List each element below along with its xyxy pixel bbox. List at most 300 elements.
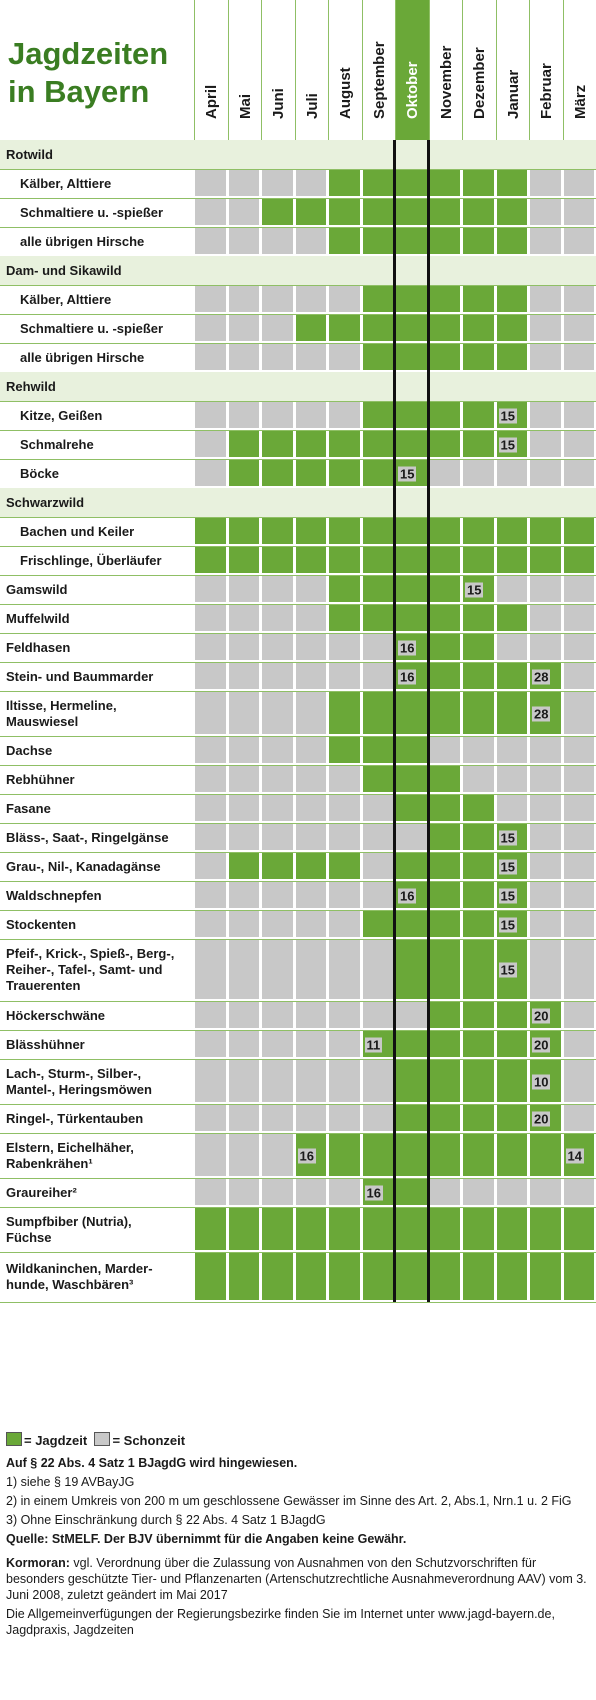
row-label: Muffelwild (6, 610, 70, 626)
schonzeit-cell (195, 315, 226, 341)
jagdzeit-cell (564, 1208, 595, 1250)
month-header-7 (429, 0, 463, 140)
schonzeit-cell (296, 1179, 327, 1205)
jagdzeit-cell (497, 692, 528, 734)
schonzeit-cell (530, 911, 561, 937)
date-mark: 16 (400, 669, 415, 684)
schonzeit-cell (497, 634, 528, 660)
table-row (0, 430, 596, 459)
jagdzeit-cell (262, 518, 293, 544)
schonzeit-cell (262, 576, 293, 602)
schonzeit-cell (564, 663, 595, 689)
schonzeit-cell (296, 766, 327, 792)
jagdzeit-cell (463, 824, 494, 850)
jagdzeit-cell (396, 170, 427, 196)
table-row (0, 1133, 596, 1178)
note-2: 2) in einem Umkreis von 200 m um geschlossene Gewässer im Sinne des Art. 2, Abs.1, Nrn.1 u. 2 FiG (6, 1494, 572, 1508)
schonzeit-cell (329, 824, 360, 850)
schonzeit-swatch (94, 1432, 110, 1446)
jagdzeit-cell (363, 1253, 394, 1300)
schonzeit-cell (262, 692, 293, 734)
jagdzeit-cell (497, 1253, 528, 1300)
schonzeit-cell (296, 940, 327, 999)
jagdzeit-cell (463, 882, 494, 908)
month-header-1 (228, 0, 262, 140)
jagdzeit-cell (463, 170, 494, 196)
jagdzeit-cell (396, 315, 427, 341)
schonzeit-cell (329, 402, 360, 428)
schonzeit-cell (564, 882, 595, 908)
schonzeit-cell (329, 634, 360, 660)
schonzeit-cell (229, 315, 260, 341)
jagdzeit-cell (296, 853, 327, 879)
date-mark: 15 (500, 917, 515, 932)
jagdzeit-cell (463, 1253, 494, 1300)
table-row (0, 852, 596, 881)
jagdzeit-cell (262, 1253, 293, 1300)
schonzeit-cell (195, 882, 226, 908)
jagdzeit-cell (430, 402, 461, 428)
schonzeit-cell (195, 634, 226, 660)
row-label: Höckerschwäne (6, 1007, 105, 1023)
schonzeit-cell (195, 1105, 226, 1131)
jagdzeit-cell (396, 1134, 427, 1176)
jagdzeit-cell (463, 431, 494, 457)
schonzeit-cell (296, 228, 327, 254)
jagdzeit-cell (463, 911, 494, 937)
jagdzeit-cell (430, 1031, 461, 1057)
jagdzeit-cell (463, 1002, 494, 1028)
jagdzeit-cell (229, 460, 260, 486)
jagdzeit-cell (396, 199, 427, 225)
schonzeit-cell (564, 170, 595, 196)
jagdzeit-cell (430, 576, 461, 602)
jagdzeit-cell (497, 605, 528, 631)
month-label: Februar (538, 63, 556, 119)
jagdzeit-cell (430, 286, 461, 312)
jagdzeit-cell (363, 692, 394, 734)
table-row (0, 1207, 596, 1252)
note-hint: Auf § 22 Abs. 4 Satz 1 BJagdG wird hingewiesen. (6, 1456, 298, 1470)
jagdzeit-cell (329, 518, 360, 544)
schonzeit-cell (195, 692, 226, 734)
jagdzeit-cell (430, 431, 461, 457)
jagdzeit-cell (329, 576, 360, 602)
footnotes (6, 1455, 590, 1641)
jagdzeit-cell (296, 1208, 327, 1250)
schonzeit-cell (497, 1179, 528, 1205)
schonzeit-cell (296, 402, 327, 428)
schonzeit-cell (329, 1002, 360, 1028)
schonzeit-cell (229, 824, 260, 850)
jagdzeit-cell (430, 1208, 461, 1250)
schonzeit-cell (329, 795, 360, 821)
jagdzeit-cell (497, 1105, 528, 1131)
jagdzeit-cell (329, 199, 360, 225)
schonzeit-cell (530, 402, 561, 428)
schonzeit-cell (195, 199, 226, 225)
table-row (0, 343, 596, 372)
date-mark: 15 (500, 830, 515, 845)
jagdzeit-cell (463, 940, 494, 999)
schonzeit-cell (329, 1179, 360, 1205)
schonzeit-cell (564, 824, 595, 850)
jagdzeit-swatch (6, 1432, 22, 1446)
month-label: Januar (504, 69, 522, 119)
title-block (0, 0, 194, 140)
row-label: Kälber, Alttiere (20, 291, 112, 307)
jagdzeit-cell (363, 402, 394, 428)
schonzeit-cell (229, 1002, 260, 1028)
jagdzeit-cell (463, 402, 494, 428)
note-1: 1) siehe § 19 AVBayJG (6, 1475, 135, 1489)
schonzeit-cell (530, 766, 561, 792)
schonzeit-cell (564, 634, 595, 660)
jagdzeit-cell (396, 766, 427, 792)
jagdzeit-cell (430, 663, 461, 689)
jagdzeit-cell (430, 605, 461, 631)
date-mark: 16 (366, 1185, 381, 1200)
row-label: alle übrigen Hirsche (20, 349, 145, 365)
jagdzeit-cell (296, 315, 327, 341)
jagdzeit-cell (396, 576, 427, 602)
schonzeit-cell (296, 911, 327, 937)
jagdzeit-cell (396, 605, 427, 631)
jagdzeit-cell (329, 228, 360, 254)
row-label: Graureiher² (6, 1184, 77, 1200)
jagdzeit-cell (396, 1031, 427, 1057)
row-divider (0, 1302, 596, 1303)
schonzeit-cell (396, 824, 427, 850)
month-label: August (337, 67, 355, 119)
table-row (0, 1001, 596, 1030)
schonzeit-cell (262, 1105, 293, 1131)
schonzeit-cell (262, 940, 293, 999)
month-label: Dezember (471, 47, 489, 119)
jagdzeit-cell (396, 431, 427, 457)
jagdzeit-cell (430, 1060, 461, 1102)
table-row (0, 794, 596, 823)
schonzeit-cell (329, 882, 360, 908)
jagdzeit-cell (430, 315, 461, 341)
jagdzeit-cell (497, 1060, 528, 1102)
jagdzeit-cell (396, 344, 427, 370)
jagdzeit-cell (262, 547, 293, 573)
legend (6, 1432, 590, 1448)
jagdzeit-cell (396, 1208, 427, 1250)
table-row (0, 1059, 596, 1104)
row-label: Sumpfbiber (Nutria), Füchse (6, 1213, 132, 1245)
schonzeit-cell (396, 1002, 427, 1028)
table-row (0, 765, 596, 794)
row-label: Fasane (6, 800, 51, 816)
month-header-10 (529, 0, 563, 140)
schonzeit-cell (564, 692, 595, 734)
schonzeit-cell (262, 795, 293, 821)
jagdzeit-cell (396, 1253, 427, 1300)
table-row (0, 1178, 596, 1207)
month-header-11 (563, 0, 596, 140)
schonzeit-cell (363, 824, 394, 850)
month-header-4 (328, 0, 362, 140)
schonzeit-cell (195, 1134, 226, 1176)
row-label: Dam- und Sikawild (6, 262, 122, 278)
jagdzeit-cell (430, 1253, 461, 1300)
row-label: Kitze, Geißen (20, 407, 103, 423)
date-mark: 15 (500, 437, 515, 452)
schonzeit-cell (296, 1060, 327, 1102)
jagdzeit-cell (363, 460, 394, 486)
schonzeit-cell (564, 1105, 595, 1131)
schonzeit-cell (262, 1179, 293, 1205)
schonzeit-cell (530, 853, 561, 879)
schonzeit-cell (195, 402, 226, 428)
schonzeit-cell (463, 766, 494, 792)
jagdzeit-cell (497, 663, 528, 689)
jagdzeit-cell (296, 460, 327, 486)
jagdzeit-cell (497, 170, 528, 196)
row-label: Schmaltiere u. -spießer (20, 204, 164, 220)
schonzeit-cell (229, 663, 260, 689)
jagdzeit-cell (430, 911, 461, 937)
jagdzeit-cell (497, 1208, 528, 1250)
schonzeit-cell (262, 911, 293, 937)
schonzeit-cell (195, 431, 226, 457)
table-row (0, 633, 596, 662)
table-row (0, 881, 596, 910)
schonzeit-cell (195, 576, 226, 602)
table-row (0, 823, 596, 852)
schonzeit-cell (530, 824, 561, 850)
table-row (0, 256, 596, 285)
schonzeit-cell (363, 1002, 394, 1028)
jagdzeit-cell (430, 766, 461, 792)
jagdzeit-cell (262, 853, 293, 879)
row-label: Bläss-, Saat-, Ringelgänse (6, 829, 169, 845)
schonzeit-cell (262, 882, 293, 908)
jagdzeit-cell (530, 547, 561, 573)
table-row (0, 401, 596, 430)
schonzeit-cell (530, 576, 561, 602)
table-row (0, 198, 596, 227)
row-label: Feldhasen (6, 639, 71, 655)
schonzeit-cell (530, 286, 561, 312)
schonzeit-cell (229, 402, 260, 428)
date-mark: 10 (534, 1074, 549, 1089)
jagdzeit-cell (430, 1002, 461, 1028)
highlight-line-left (393, 140, 396, 1302)
jagdzeit-cell (497, 315, 528, 341)
jagdzeit-cell (430, 199, 461, 225)
jagdzeit-cell (195, 518, 226, 544)
jagdzeit-cell (329, 170, 360, 196)
jagdzeit-cell (329, 605, 360, 631)
schonzeit-cell (229, 286, 260, 312)
schonzeit-cell (329, 1105, 360, 1131)
schonzeit-cell (564, 1060, 595, 1102)
row-label: Böcke (20, 465, 60, 481)
jagdzeit-cell (363, 431, 394, 457)
jagdzeit-cell (497, 199, 528, 225)
date-mark: 20 (534, 1037, 549, 1052)
schonzeit-cell (229, 1060, 260, 1102)
schonzeit-cell (195, 1031, 226, 1057)
schonzeit-cell (564, 402, 595, 428)
schonzeit-cell (262, 315, 293, 341)
schonzeit-cell (296, 1105, 327, 1131)
jagdzeit-cell (363, 199, 394, 225)
jagdzeit-cell (396, 228, 427, 254)
jagdzeit-cell (262, 431, 293, 457)
table-row (0, 488, 596, 517)
jagdzeit-cell (430, 795, 461, 821)
schonzeit-cell (530, 170, 561, 196)
month-label: Mai (236, 93, 254, 119)
schonzeit-cell (329, 663, 360, 689)
schonzeit-cell (329, 344, 360, 370)
jagdzeit-cell (363, 228, 394, 254)
table-row (0, 314, 596, 343)
jagdzeit-cell (329, 692, 360, 734)
schonzeit-cell (229, 795, 260, 821)
jagdzeit-cell (430, 547, 461, 573)
schonzeit-cell (296, 737, 327, 763)
jagdzeit-cell (363, 911, 394, 937)
schonzeit-cell (497, 766, 528, 792)
jagdzeit-cell (530, 1253, 561, 1300)
date-mark: 28 (534, 706, 549, 721)
note-kormoran-text: vgl. Verordnung über die Zulassung von Ausnahmen von den Schutzvorschriften für besonders geschützte Tier- und Pflanzenarten (Artenschutzrechtliche Ausnahmeverordnung AAV) vom 3. Juni 2008, zuletzt geändert im Mai 2017 (6, 1556, 587, 1602)
schonzeit-cell (329, 911, 360, 937)
jagdzeit-cell (463, 199, 494, 225)
schonzeit-cell (229, 911, 260, 937)
date-mark: 15 (467, 582, 482, 597)
jagdzeit-cell (430, 1105, 461, 1131)
row-label: Blässhühner (6, 1036, 85, 1052)
schonzeit-cell (564, 853, 595, 879)
date-mark: 16 (400, 888, 415, 903)
month-label: Juni (270, 88, 288, 119)
schonzeit-cell (229, 576, 260, 602)
jagdzeit-cell (530, 518, 561, 544)
month-label: April (203, 84, 221, 119)
jagdzeit-cell (463, 547, 494, 573)
schonzeit-cell (229, 737, 260, 763)
jagdzeit-cell (363, 576, 394, 602)
schonzeit-cell (564, 315, 595, 341)
jagdzeit-cell (296, 518, 327, 544)
schonzeit-cell (229, 1031, 260, 1057)
schonzeit-cell (195, 228, 226, 254)
row-label: Frischlinge, Überläufer (20, 552, 162, 568)
schonzeit-cell (497, 576, 528, 602)
jagdzeit-cell (363, 1208, 394, 1250)
jagdzeit-cell (363, 547, 394, 573)
jagdzeit-cell (463, 853, 494, 879)
schonzeit-cell (296, 692, 327, 734)
schonzeit-cell (463, 737, 494, 763)
schonzeit-cell (262, 286, 293, 312)
jagdzeit-cell (329, 1208, 360, 1250)
jagdzeit-cell (396, 286, 427, 312)
jagdzeit-cell (497, 1031, 528, 1057)
schonzeit-cell (296, 795, 327, 821)
jagdzeit-cell (329, 547, 360, 573)
jagdzeit-cell (430, 634, 461, 660)
jagdzeit-cell (363, 518, 394, 544)
schonzeit-cell (430, 460, 461, 486)
schonzeit-cell (229, 940, 260, 999)
schonzeit-cell (195, 795, 226, 821)
table-row (0, 1030, 596, 1059)
schonzeit-cell (296, 824, 327, 850)
date-mark: 16 (400, 640, 415, 655)
table-row (0, 575, 596, 604)
jagdzeit-cell (363, 1134, 394, 1176)
schonzeit-cell (195, 737, 226, 763)
schonzeit-cell (530, 344, 561, 370)
schonzeit-cell (229, 605, 260, 631)
jagdzeit-cell (363, 344, 394, 370)
note-3: 3) Ohne Einschränkung durch § 22 Abs. 4 Satz 1 BJagdG (6, 1513, 326, 1527)
note-source: Quelle: StMELF. Der BJV übernimmt für die Angaben keine Gewähr. (6, 1532, 407, 1546)
legend-jagdzeit: = Jagdzeit (24, 1433, 88, 1448)
schonzeit-cell (363, 663, 394, 689)
jagdzeit-cell (497, 344, 528, 370)
schonzeit-cell (229, 199, 260, 225)
jagdzeit-cell (396, 518, 427, 544)
schonzeit-cell (530, 199, 561, 225)
jagdzeit-cell (564, 547, 595, 573)
schonzeit-cell (530, 605, 561, 631)
jagdzeit-cell (396, 1179, 427, 1205)
jagdzeit-cell (564, 518, 595, 544)
jagdzeit-cell (497, 286, 528, 312)
schonzeit-cell (262, 824, 293, 850)
schonzeit-cell (195, 286, 226, 312)
row-label: Bachen und Keiler (20, 523, 135, 539)
table-row (0, 459, 596, 488)
jagdzeit-cell (463, 344, 494, 370)
month-label: September (370, 41, 388, 119)
jagdzeit-cell (463, 1060, 494, 1102)
jagdzeit-cell (229, 518, 260, 544)
date-mark: 11 (366, 1037, 381, 1052)
highlight-line-right (427, 140, 430, 1302)
schonzeit-cell (195, 853, 226, 879)
schonzeit-cell (530, 795, 561, 821)
schonzeit-cell (430, 737, 461, 763)
row-label: Pfeif-, Krick-, Spieß-, Berg-, Reiher-, Tafel-, Samt- und Trauerenten (6, 946, 175, 993)
jagdzeit-cell (463, 1031, 494, 1057)
schonzeit-cell (564, 286, 595, 312)
schonzeit-cell (229, 634, 260, 660)
table-row (0, 140, 596, 169)
month-label: Oktober (404, 61, 422, 119)
schonzeit-cell (530, 1179, 561, 1205)
date-mark: 15 (500, 408, 515, 423)
schonzeit-cell (363, 634, 394, 660)
jagdzeit-cell (296, 431, 327, 457)
table-row (0, 604, 596, 633)
table-row (0, 227, 596, 256)
jagdzeit-cell (229, 547, 260, 573)
jagdzeit-cell (497, 1134, 528, 1176)
schonzeit-cell (363, 940, 394, 999)
jagdzeit-cell (463, 663, 494, 689)
jagdzeit-cell (329, 315, 360, 341)
page-title-line2: in Bayern (8, 74, 150, 109)
